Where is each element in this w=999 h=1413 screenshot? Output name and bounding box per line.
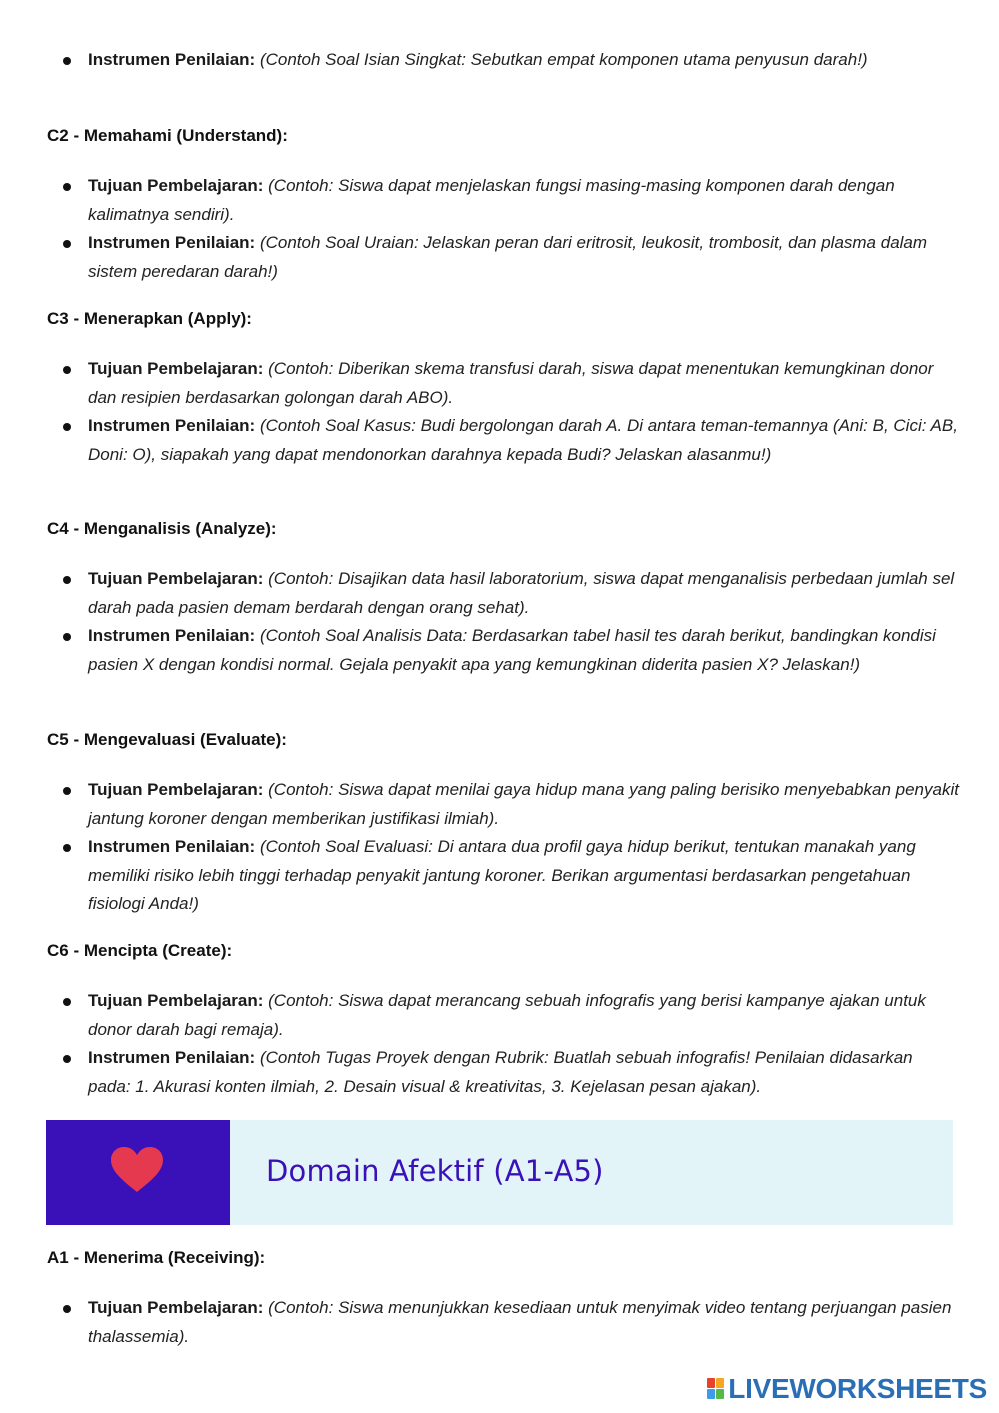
section-list — [47, 355, 959, 469]
section-heading: C6 - Mencipta (Create): — [47, 941, 233, 960]
affective-domain-banner — [46, 1120, 953, 1225]
item-text: (Contoh Soal Kasus: Budi bergolongan darah A. Di antara teman-temannya (Ani: B, Cici: AB, Doni: O), siapakah yang dapat mendonorkan darahnya kepada Budi? Jelaskan alasanmu!) — [88, 416, 958, 464]
section-c5 — [47, 729, 959, 919]
section-a1 — [47, 1247, 959, 1351]
item-label: Instrumen Penilaian: — [88, 626, 256, 645]
section-list — [47, 1294, 959, 1351]
bullet-icon — [63, 1305, 71, 1313]
item-label: Tujuan Pembelajaran: — [88, 176, 264, 195]
list-item — [47, 833, 959, 919]
list-item — [47, 412, 959, 469]
bullet-icon — [63, 1055, 71, 1063]
list-item — [47, 1294, 959, 1351]
item-label: Tujuan Pembelajaran: — [88, 359, 264, 378]
item-text: (Contoh: Siswa dapat menilai gaya hidup mana yang paling berisiko menyebabkan penyakit jantung koroner dengan memberikan justifikasi ilmiah). — [88, 780, 959, 828]
item-text: (Contoh Soal Isian Singkat: Sebutkan empat komponen utama penyusun darah!) — [259, 50, 868, 69]
section-c4 — [47, 518, 959, 679]
bullet-icon — [63, 844, 71, 852]
intro-list-block — [47, 46, 959, 75]
intro-list — [47, 46, 959, 75]
list-item — [47, 229, 959, 286]
item-label: Tujuan Pembelajaran: — [88, 1298, 264, 1317]
bullet-icon — [63, 183, 71, 191]
bullet-icon — [63, 366, 71, 374]
bullet-icon — [63, 423, 71, 431]
section-heading: C5 - Mengevaluasi (Evaluate): — [47, 730, 287, 749]
item-text: (Contoh: Disajikan data hasil laboratorium, siswa dapat menganalisis perbedaan jumlah sel darah pada pasien demam berdarah dengan orang sehat). — [88, 569, 955, 617]
item-label: Tujuan Pembelajaran: — [88, 780, 264, 799]
section-heading: C2 - Memahami (Understand): — [47, 126, 288, 145]
item-label: Instrumen Penilaian: — [88, 233, 256, 252]
item-text: (Contoh Tugas Proyek dengan Rubrik: Buatlah sebuah infografis! Penilaian didasarkan pada: 1. Akurasi konten ilmiah, 2. Desain visual & kreativitas, 3. Kejelasan pesan ajakan). — [88, 1048, 913, 1096]
section-list — [47, 565, 959, 679]
item-text: (Contoh: Diberikan skema transfusi darah, siswa dapat menentukan kemungkinan donor dan resipien berdasarkan golongan darah ABO). — [88, 359, 934, 407]
list-item — [47, 46, 959, 75]
item-text: (Contoh: Siswa dapat merancang sebuah infografis yang berisi kampanye ajakan untuk donor darah bagi remaja). — [88, 991, 926, 1039]
list-item — [47, 172, 959, 229]
list-item — [47, 565, 959, 622]
bullet-icon — [63, 57, 71, 65]
heart-icon — [110, 1146, 164, 1194]
item-text: (Contoh Soal Uraian: Jelaskan peran dari eritrosit, leukosit, trombosit, dan plasma dalam sistem peredaran darah!) — [88, 233, 928, 281]
list-item — [47, 776, 959, 833]
section-c3 — [47, 308, 959, 469]
banner-title: Domain Afektif (A1-A5) — [266, 1154, 604, 1188]
item-label: Tujuan Pembelajaran: — [88, 991, 264, 1010]
section-heading: C4 - Menganalisis (Analyze): — [47, 519, 277, 538]
item-label: Instrumen Penilaian: — [88, 50, 256, 69]
item-label: Tujuan Pembelajaran: — [88, 569, 264, 588]
item-text: (Contoh: Siswa dapat menjelaskan fungsi masing-masing komponen darah dengan kalimatnya sendiri). — [88, 176, 895, 224]
bullet-icon — [63, 998, 71, 1006]
section-heading: A1 - Menerima (Receiving): — [47, 1248, 266, 1267]
list-item — [47, 622, 959, 679]
section-list — [47, 172, 959, 286]
banner-icon-box — [46, 1120, 230, 1225]
list-item — [47, 1044, 959, 1101]
liveworksheets-wordmark: LIVEWORKSHEETS — [728, 1373, 987, 1404]
section-c6 — [47, 940, 959, 1101]
bullet-icon — [63, 787, 71, 795]
item-text: (Contoh Soal Analisis Data: Berdasarkan tabel hasil tes darah berikut, bandingkan kondisi pasien X dengan kondisi normal. Gejala penyakit apa yang kemungkinan diderita pasien X? Jelaskan!) — [88, 626, 936, 674]
section-c2 — [47, 125, 959, 286]
bullet-icon — [63, 633, 71, 641]
item-label: Instrumen Penilaian: — [88, 837, 256, 856]
item-label: Instrumen Penilaian: — [88, 1048, 256, 1067]
section-list — [47, 987, 959, 1101]
item-text: (Contoh Soal Evaluasi: Di antara dua profil gaya hidup berikut, tentukan manakah yang memiliki risiko lebih tinggi terhadap penyakit jantung koroner. Berikan argumentasi berdasarkan pengetahuan fisiologi Anda!) — [88, 837, 916, 913]
liveworksheets-logo-icon — [707, 1378, 725, 1400]
section-list — [47, 776, 959, 919]
list-item — [47, 355, 959, 412]
section-heading: C3 - Menerapkan (Apply): — [47, 309, 252, 328]
bullet-icon — [63, 576, 71, 584]
item-text: (Contoh: Siswa menunjukkan kesediaan untuk menyimak video tentang perjuangan pasien thalassemia). — [88, 1298, 952, 1346]
bullet-icon — [63, 240, 71, 248]
list-item — [47, 987, 959, 1044]
liveworksheets-watermark[interactable] — [707, 1372, 987, 1406]
item-label: Instrumen Penilaian: — [88, 416, 256, 435]
